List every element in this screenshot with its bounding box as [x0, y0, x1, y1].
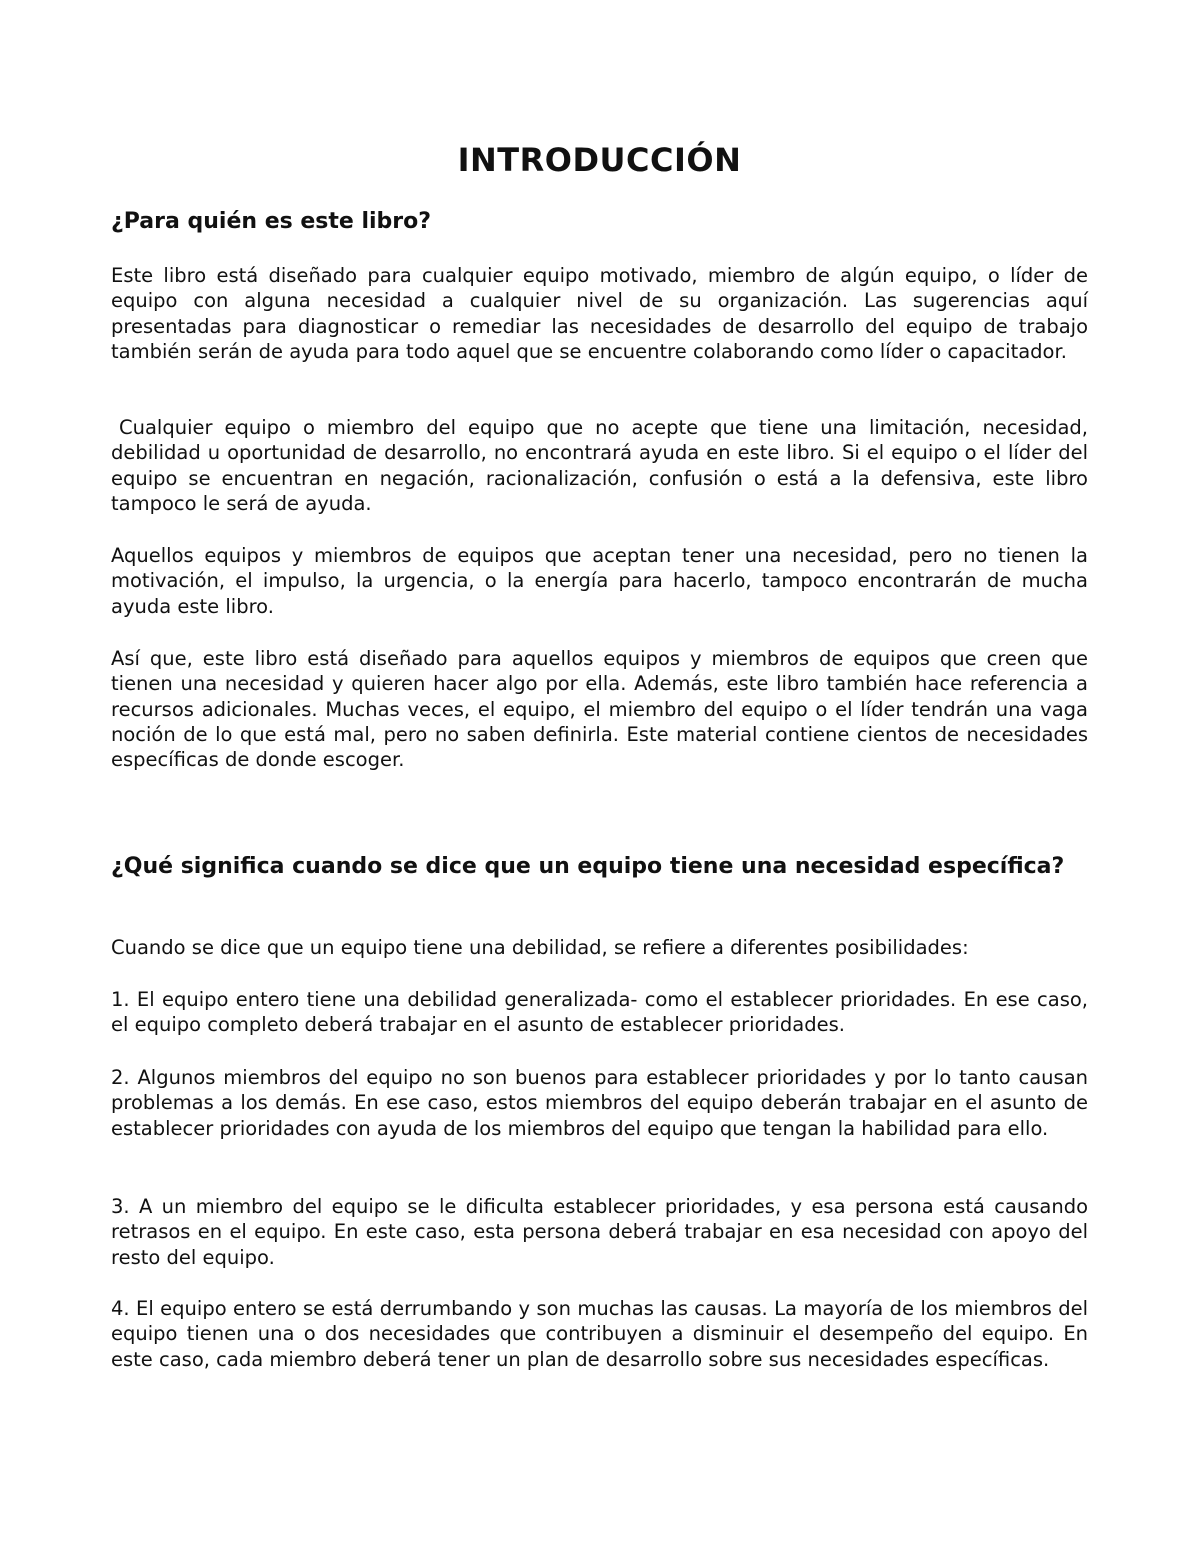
section-heading-para-quien: ¿Para quién es este libro?	[111, 209, 432, 234]
list-item: 3. A un miembro del equipo se le dificulta establecer prioridades, y esa persona está causando retrasos en el equipo. En este caso, esta persona deberá trabajar en esa necesidad con apoyo del resto del equipo.	[111, 1195, 1088, 1269]
paragraph: Así que, este libro está diseñado para aquellos equipos y miembros de equipos que creen que tienen una necesidad y quieren hacer algo por ella. Además, este libro también hace referencia a recursos adicionales. Muchas veces, el equipo, el miembro del equipo o el líder tendrán una vaga noción de lo que está mal, pero no saben definirla. Este material contiene cientos de necesidades específicas de donde escoger.	[111, 647, 1088, 772]
document-title: INTRODUCCIÓN	[457, 141, 742, 179]
paragraph: Cuando se dice que un equipo tiene una debilidad, se refiere a diferentes posibilidades:	[111, 936, 969, 959]
paragraph: Cualquier equipo o miembro del equipo que no acepte que tiene una limitación, necesidad, debilidad u oportunidad de desarrollo, no encontrará ayuda en este libro. Si el equipo o el líder del equipo se encuentran en negación, racionalización, confusión o está a la defensiva, este libro tampoco le será de ayuda.	[111, 416, 1088, 515]
list-item: 4. El equipo entero se está derrumbando y son muchas las causas. La mayoría de los miembros del equipo tienen una o dos necesidades que contribuyen a disminuir el desempeño del equipo. En este caso, cada miembro deberá tener un plan de desarrollo sobre sus necesidades específicas.	[111, 1297, 1088, 1371]
section-heading-que-significa: ¿Qué significa cuando se dice que un equipo tiene una necesidad específica?	[111, 854, 1065, 879]
list-item: 2. Algunos miembros del equipo no son buenos para establecer prioridades y por lo tanto causan problemas a los demás. En ese caso, estos miembros del equipo deberán trabajar en el asunto de establecer prioridades con ayuda de los miembros del equipo que tengan la habilidad para ello.	[111, 1066, 1088, 1140]
paragraph: Este libro está diseñado para cualquier equipo motivado, miembro de algún equipo, o líder de equipo con alguna necesidad a cualquier nivel de su organización. Las sugerencias aquí presentadas para diagnosticar o remediar las necesidades de desarrollo del equipo de trabajo también serán de ayuda para todo aquel que se encuentre colaborando como líder o capacitador.	[111, 264, 1088, 363]
list-item: 1. El equipo entero tiene una debilidad generalizada- como el establecer prioridades. En ese caso, el equipo completo deberá trabajar en el asunto de establecer prioridades.	[111, 988, 1088, 1037]
paragraph: Aquellos equipos y miembros de equipos que aceptan tener una necesidad, pero no tienen la motivación, el impulso, la urgencia, o la energía para hacerlo, tampoco encontrarán de mucha ayuda este libro.	[111, 544, 1088, 618]
